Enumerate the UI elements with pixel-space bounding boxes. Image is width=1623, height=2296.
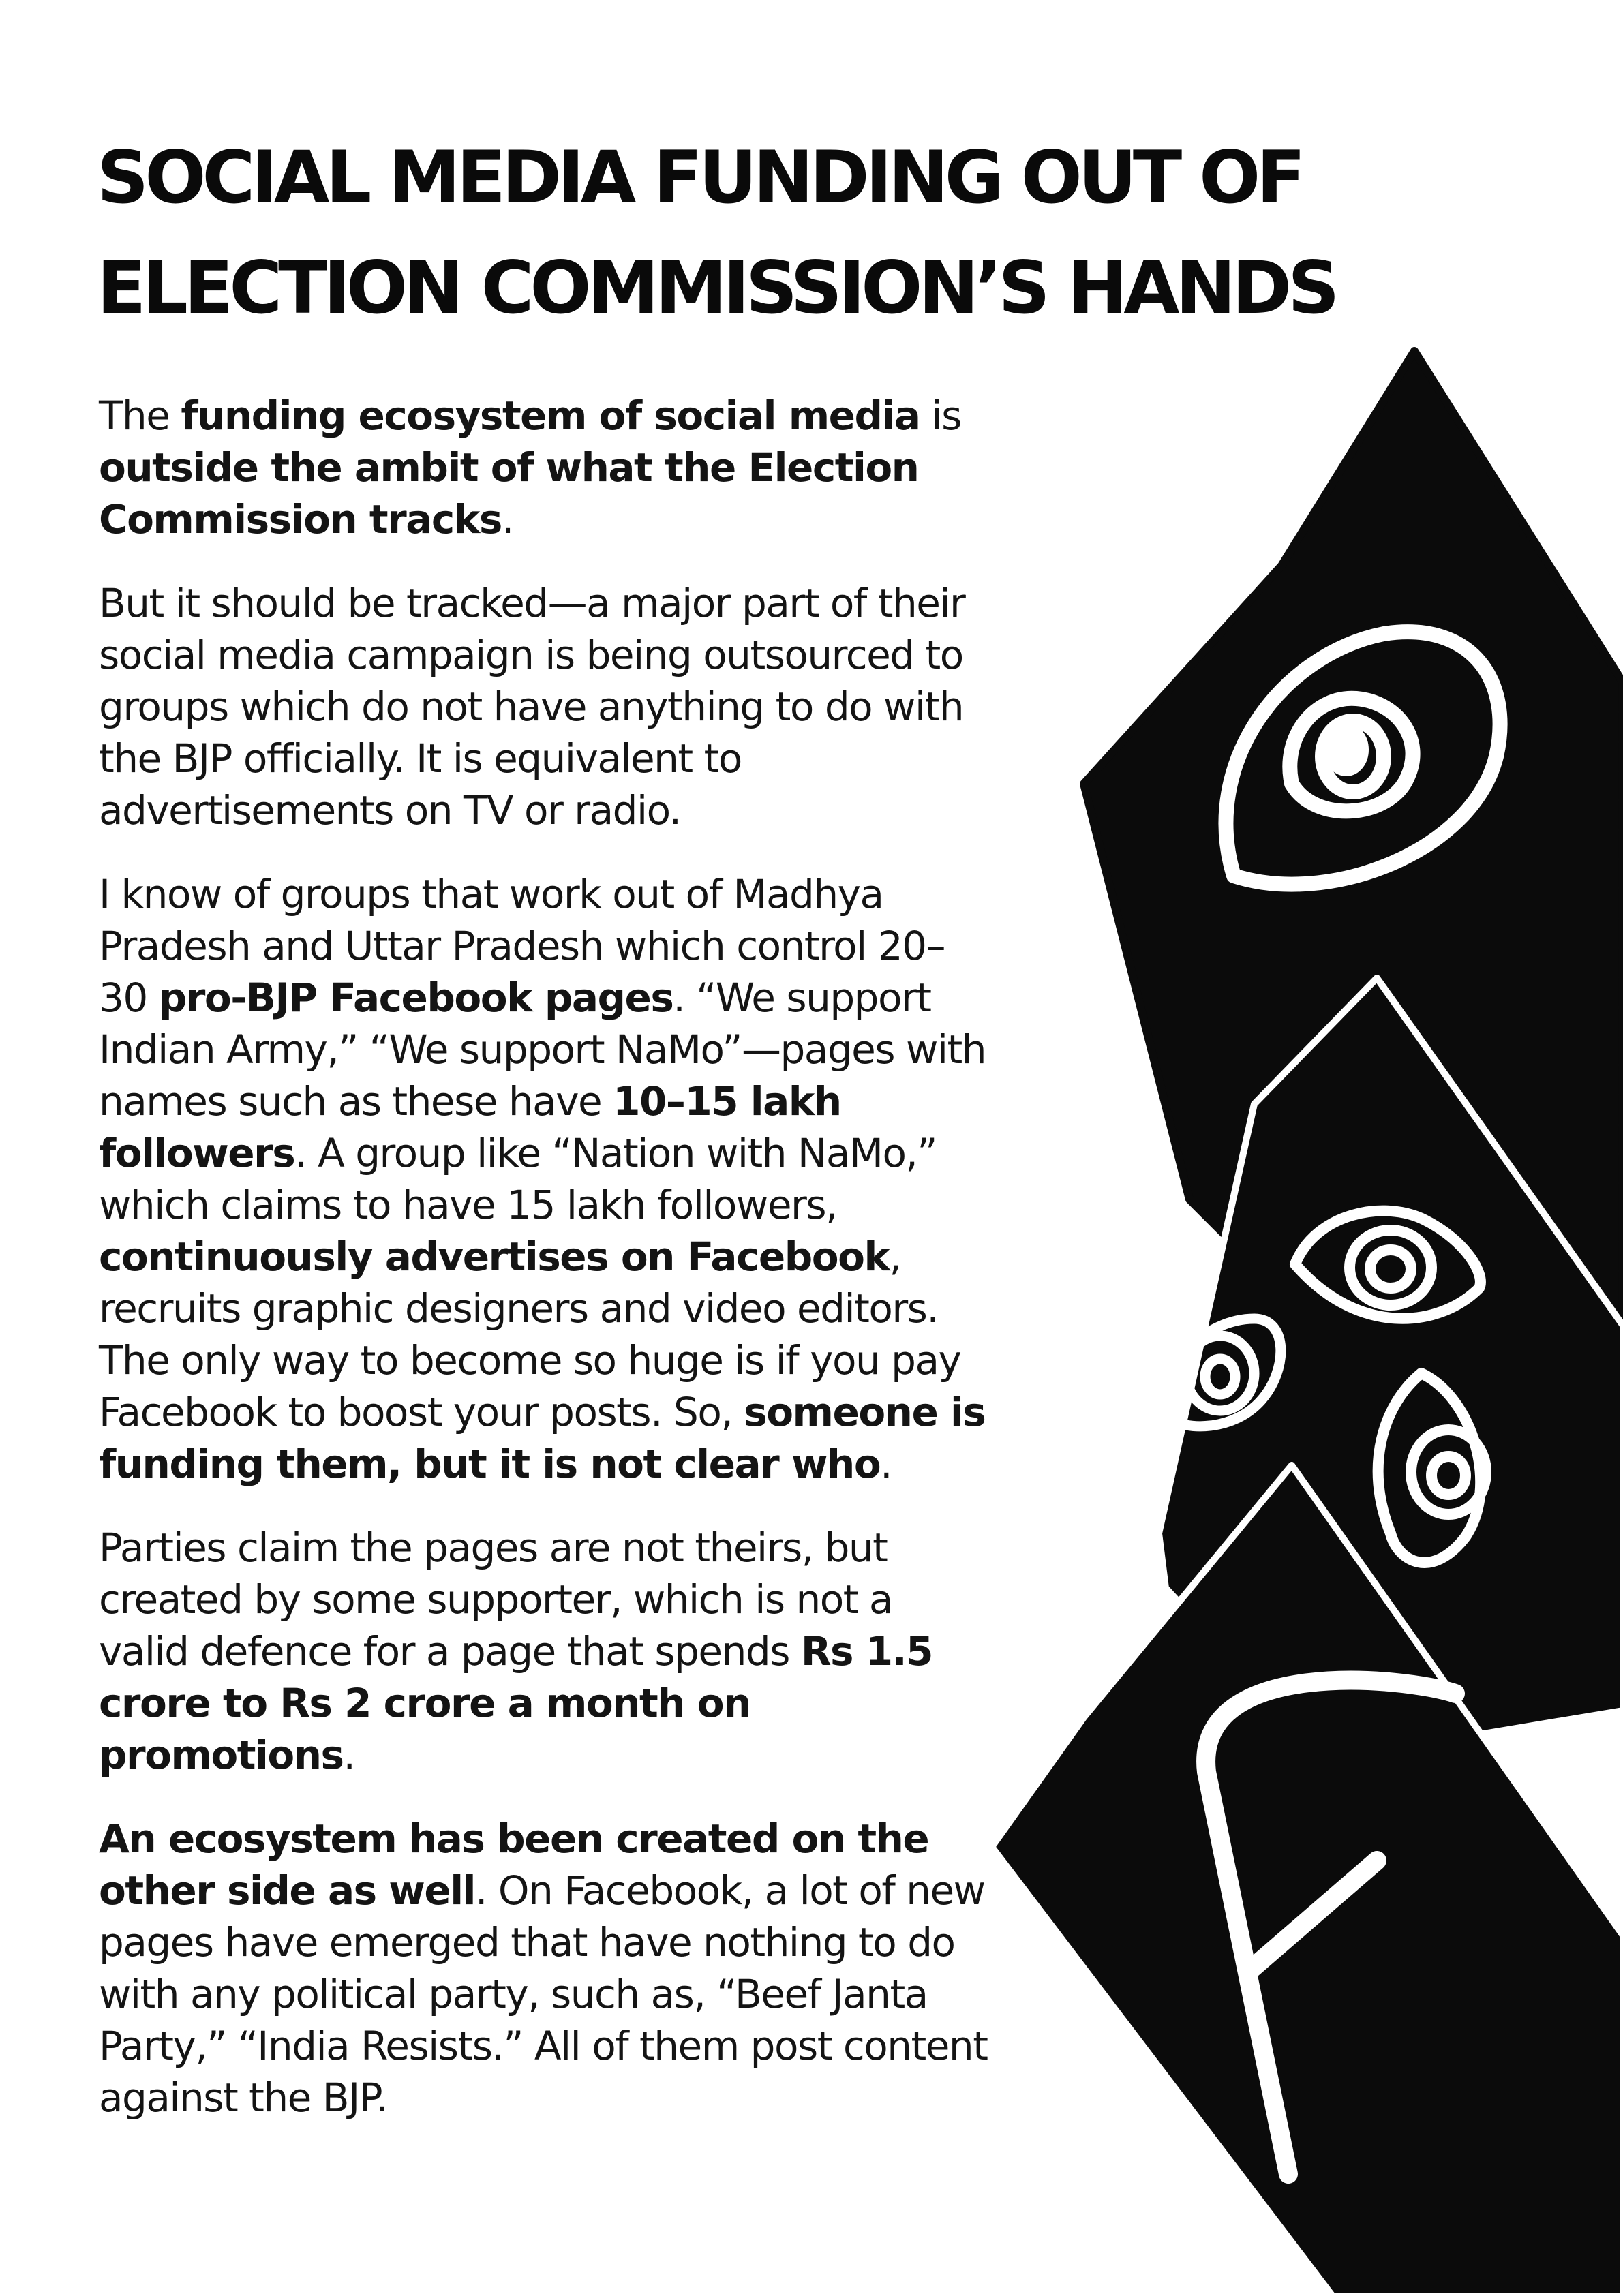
emphasis-text: continuously advertises on Facebook: [99, 1234, 890, 1280]
emphasis-text: Rs 1.5 crore to Rs 2 crore a month on promotions: [99, 1628, 932, 1778]
body-text: . “We support Indian Army,” “We support NaMo”—pages with names such as these have: [99, 975, 986, 1124]
article-body: [99, 390, 992, 2156]
emphasis-text: 10–15 lakh followers: [99, 1078, 841, 1176]
emphasis-text: someone is funding them, but it is not clear who: [99, 1389, 986, 1487]
body-text: But it should be tracked—a major part of their social media campaign is being outsourced to groups which do not have anything to do with the BJP officially. It is equivalent to advertisements on TV or radio.: [99, 580, 965, 833]
paragraph-1: [99, 390, 992, 545]
page-title: [97, 123, 1562, 343]
body-text: I know of groups that work out of Madhya Pradesh and Uttar Pradesh which control 20–30: [99, 871, 945, 1021]
body-text: . A group like “Nation with NaMo,” which claims to have 15 lakh followers,: [99, 1130, 937, 1228]
body-text: Parties claim the pages are not theirs, but created by some supporter, which is not a valid defence for a page that spends: [99, 1525, 892, 1674]
page-title-line-1: SOCIAL MEDIA FUNDING OUT OF: [97, 136, 1302, 219]
body-text: is: [920, 393, 961, 439]
page-title-line-2: ELECTION COMMISSION’S HANDS: [97, 246, 1336, 330]
emphasis-text: outside the ambit of what the Election Commission tracks: [99, 444, 919, 542]
paragraph-2: [99, 577, 992, 836]
illustration: [968, 341, 1623, 2296]
body-text: The: [99, 393, 181, 439]
body-text: , recruits graphic designers and video editors. The only way to become so huge is if you pay Facebook to boost your posts. So,: [99, 1234, 961, 1435]
paragraph-4: [99, 1522, 992, 1781]
emphasis-text: pro-BJP Facebook pages: [158, 975, 673, 1021]
body-text: .: [501, 496, 513, 542]
body-text: .: [343, 1732, 355, 1778]
body-text: . On Facebook, a lot of new pages have emerged that have nothing to do with any political party, such as, “Beef Janta Party,” “India Resists.” All of them post content against the BJP.: [99, 1867, 988, 2121]
paragraph-3: [99, 868, 992, 1490]
body-text: .: [880, 1441, 892, 1487]
emphasis-text: funding ecosystem of social media: [181, 393, 920, 439]
paragraph-5: [99, 1813, 992, 2124]
emphasis-text: An ecosystem has been created on the other side as well: [99, 1816, 929, 1914]
